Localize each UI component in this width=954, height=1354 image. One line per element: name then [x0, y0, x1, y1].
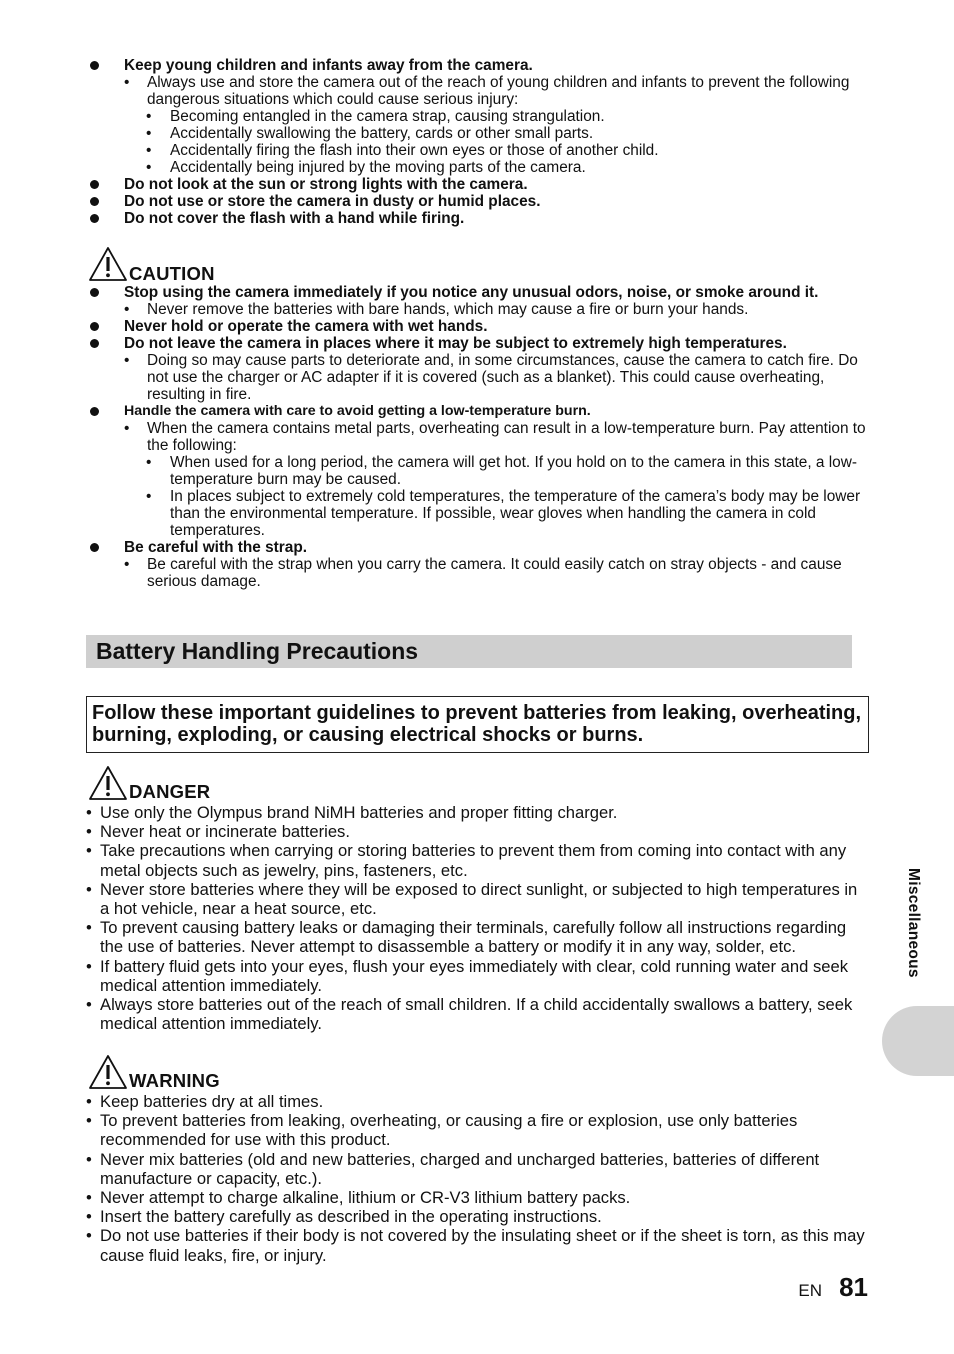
- list-item: • Never heat or incinerate batteries.: [86, 822, 870, 841]
- list-subsubitem: • Accidentally being injured by the moving parts of the camera.: [86, 159, 870, 176]
- list-subitem: • Doing so may cause parts to deteriorate and, in some circumstances, cause the camera to catch fire. Do not use the charger or AC adapter if it is covered (such as a blanket). This could cause overheating, resulting in fire.: [86, 352, 870, 403]
- list-item: • To prevent batteries from leaking, overheating, or causing a fire or explosion, use only batteries recommended for use with this product.: [86, 1111, 870, 1149]
- list-item: Do not use or store the camera in dusty or humid places.: [86, 193, 870, 210]
- bullet-icon: [90, 61, 99, 70]
- list-subitem: • When the camera contains metal parts, overheating can result in a low-temperature burn. Pay attention to the following:: [86, 420, 870, 454]
- warning-triangle-icon: [88, 246, 128, 282]
- top-warning-list: [86, 57, 870, 227]
- bullet-icon: [90, 197, 99, 206]
- danger-label: DANGER: [129, 780, 211, 802]
- danger-heading: [86, 765, 870, 803]
- bullet-icon: [90, 339, 99, 348]
- list-item: • Never store batteries where they will be exposed to direct sunlight, or subjected to high temperatures in a hot vehicle, near a heat source, etc.: [86, 880, 870, 918]
- list-item: Do not look at the sun or strong lights with the camera.: [86, 176, 870, 193]
- bullet-icon: [90, 288, 99, 297]
- list-item: • If battery fluid gets into your eyes, flush your eyes immediately with clear, cold running water and seek medical attention immediately.: [86, 957, 870, 995]
- list-subitem: • Always use and store the camera out of the reach of young children and infants to prevent the following dangerous situations which could cause serious injury:: [86, 74, 870, 108]
- list-subsubitem: • When used for a long period, the camera will get hot. If you hold on to the camera in this state, a low-temperature burn may be caused.: [86, 454, 870, 488]
- list-subitem: • Be careful with the strap when you carry the camera. It could easily catch on stray objects - and cause serious damage.: [86, 556, 870, 590]
- list-item: Be careful with the strap.: [86, 539, 870, 556]
- list-subsubitem: • Accidentally swallowing the battery, cards or other small parts.: [86, 125, 870, 142]
- bullet-icon: [90, 543, 99, 552]
- chapter-tab: [882, 1006, 954, 1076]
- warning-heading: [86, 1054, 870, 1092]
- list-item: • Do not use batteries if their body is not covered by the insulating sheet or if the sheet is torn, as this may cause fluid leaks, fire, or injury.: [86, 1226, 870, 1264]
- list-item: • Insert the battery carefully as described in the operating instructions.: [86, 1207, 870, 1226]
- notice-box: Follow these important guidelines to prevent batteries from leaking, overheating, burning, exploding, or causing electrical shocks or burns.: [86, 696, 869, 753]
- warning-label: WARNING: [129, 1069, 220, 1091]
- danger-section: [86, 765, 870, 1033]
- list-item: • Take precautions when carrying or storing batteries to prevent them from coming into contact with any metal objects such as jewelry, pins, fasteners, etc.: [86, 841, 870, 879]
- bullet-icon: [90, 407, 99, 416]
- language-code: EN: [798, 1281, 822, 1300]
- bullet-icon: [90, 322, 99, 331]
- list-item: Handle the camera with care to avoid getting a low-temperature burn.: [86, 403, 870, 420]
- list-item: Do not cover the flash with a hand while firing.: [86, 210, 870, 227]
- caution-label: CAUTION: [129, 263, 215, 284]
- list-item: • Always store batteries out of the reach of small children. If a child accidentally swallows a battery, seek medical attention immediately.: [86, 995, 870, 1033]
- list-item: Stop using the camera immediately if you notice any unusual odors, noise, or smoke around it.: [86, 284, 870, 301]
- warning-section: [86, 1054, 870, 1265]
- chapter-label: Miscellaneous: [905, 868, 922, 978]
- list-item: • Never attempt to charge alkaline, lithium or CR-V3 lithium battery packs.: [86, 1188, 870, 1207]
- list-subsubitem: • In places subject to extremely cold temperatures, the temperature of the camera’s body may be lower than the environmental temperature. If possible, wear gloves when handling the camera in cold temperatures.: [86, 488, 870, 539]
- warning-triangle-icon: [88, 1054, 128, 1090]
- warning-triangle-icon: [88, 765, 128, 801]
- list-item: Do not leave the camera in places where it may be subject to extremely high temperatures.: [86, 335, 870, 352]
- list-item: • Keep batteries dry at all times.: [86, 1092, 870, 1111]
- caution-heading: [86, 246, 870, 284]
- caution-section: [86, 246, 870, 590]
- list-item: Never hold or operate the camera with wet hands.: [86, 318, 870, 335]
- list-item: Keep young children and infants away from the camera.: [86, 57, 870, 74]
- list-item: • Use only the Olympus brand NiMH batteries and proper fitting charger.: [86, 803, 870, 822]
- list-item: • To prevent causing battery leaks or damaging their terminals, carefully follow all instructions regarding the use of batteries. Never attempt to disassemble a battery or modify it in any way, solder, etc.: [86, 918, 870, 956]
- list-item: • Never mix batteries (old and new batteries, charged and uncharged batteries, batteries of different manufacture or capacity, etc.).: [86, 1150, 870, 1188]
- list-subsubitem: • Becoming entangled in the camera strap, causing strangulation.: [86, 108, 870, 125]
- section-title: Battery Handling Precautions: [86, 635, 852, 668]
- list-subitem: • Never remove the batteries with bare hands, which may cause a fire or burn your hands.: [86, 301, 870, 318]
- bullet-icon: [90, 214, 99, 223]
- list-subsubitem: • Accidentally firing the flash into their own eyes or those of another child.: [86, 142, 870, 159]
- page-number: 81: [839, 1272, 868, 1302]
- bullet-icon: [90, 180, 99, 189]
